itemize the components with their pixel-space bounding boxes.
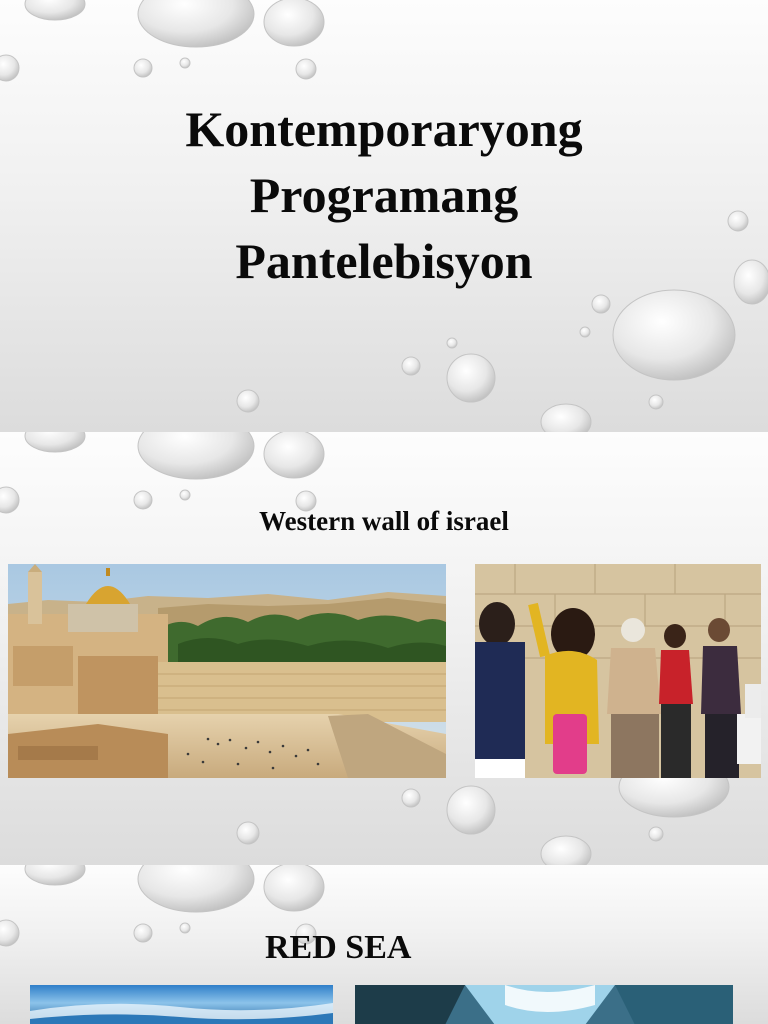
western-wall-panorama-image bbox=[8, 564, 446, 778]
presentation-title: Kontemporaryong Programang Pantelebisyon bbox=[185, 101, 583, 289]
slide-heading-red-sea: RED SEA bbox=[265, 929, 412, 966]
red-sea-right-image bbox=[355, 985, 733, 1024]
slide-heading-western-wall: Western wall of israel bbox=[259, 506, 509, 536]
slide-red-sea bbox=[0, 865, 768, 1024]
people-praying-image bbox=[475, 564, 761, 778]
slide-western-wall bbox=[0, 432, 768, 865]
slide-title-page bbox=[0, 0, 768, 432]
red-sea-left-image bbox=[30, 985, 333, 1024]
